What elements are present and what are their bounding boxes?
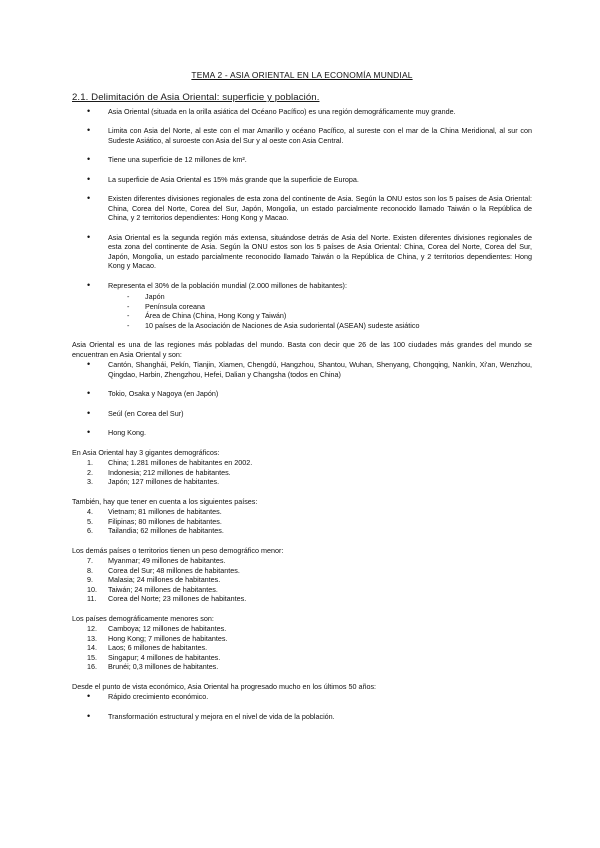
item-text: Laos; 6 millones de habitantes. [108,643,208,653]
list-item [87,624,532,634]
also-list [72,507,532,536]
item-number: 15. [87,652,97,662]
list-item: • Hong Kong. [108,428,532,438]
list-item: • La superficie de Asia Oriental es 15% más grande que la superficie de Europa. [108,175,532,185]
item-number: 5. [87,516,93,526]
cities-paragraph: Asia Oriental es una de las regiones más pobladas del mundo. Basta con decir que 26 de las 100 ciudades más grandes del mundo se encuentran en Asia Oriental y son: [72,340,532,359]
list-item [87,507,532,517]
list-item [87,633,532,644]
item-text: Malasia; 24 millones de habitantes. [108,575,221,585]
list-item: • Cantón, Shanghái, Pekín, Tianjin, Xiamen, Chengdú, Hangzhou, Shantou, Wuhan, Shenyang, Chongqing, Nankín, Xi'an, Wenzhou, Qingdao, Harbin, Zhengzhou, Hefei, Dalian y Changsha (todos en China) [108,360,532,379]
also-intro: También, hay que tener en cuenta a los siguientes países: [72,496,258,506]
item-text: Filipinas; 80 millones de habitantes. [108,516,222,526]
list-item [87,556,532,566]
smaller-list [72,624,532,672]
item-number: 4. [87,507,93,517]
item-number: 11. [87,594,97,604]
item-text: China; 1.281 millones de habitantes en 2002. [108,458,253,468]
list-item [87,565,532,576]
list-item [87,662,532,672]
item-number: 6. [87,526,93,536]
document-title: TEMA 2 - ASIA ORIENTAL EN LA ECONOMÍA MUNDIAL [191,70,413,80]
list-item: • Tiene una superficie de 12 millones de km². [108,155,532,165]
list-item [87,643,532,653]
sublist-item: - Área de China (China, Hong Kong y Taiwán) [145,311,532,321]
item-number: 2. [87,467,93,477]
sublist-item: - Japón [145,292,532,302]
item-number: 10. [87,584,97,594]
list-item [87,575,532,585]
list-item: • Transformación estructural y mejora en el nivel de vida de la población. [108,712,532,722]
cities-list [72,360,532,438]
list-item [87,594,532,604]
item-text: Hong Kong; 7 millones de habitantes. [108,633,228,643]
item-text: Taiwán; 24 millones de habitantes. [108,584,218,594]
smaller-intro: Los países demográficamente menores son: [72,613,214,623]
item-number: 1. [87,458,93,468]
list-item: • Tokio, Osaka y Nagoya (en Japón) [108,389,532,399]
others-intro: Los demás países o territorios tienen un peso demográfico menor: [72,545,284,555]
list-item-text: Representa el 30% de la población mundial (2.000 millones de habitantes): [108,280,347,290]
list-item: • Seúl (en Corea del Sur) [108,409,532,419]
list-item: • Asia Oriental (situada en la orilla asiática del Océano Pacífico) es una región demográficamente muy grande. [108,107,532,117]
sublist-item: - Península coreana [145,302,532,312]
list-item [87,477,532,487]
list-item [108,281,532,331]
intro-list [72,107,532,331]
section-heading: 2.1. Delimitación de Asia Oriental: superficie y población. [72,92,320,104]
item-text: Brunéi; 0,3 millones de habitantes. [108,662,219,672]
giants-list [72,458,532,487]
sublist-item: - 10 países de la Asociación de Naciones de Asia sudoriental (ASEAN) sudeste asiático [145,321,532,331]
list-item [87,652,532,663]
item-number: 8. [87,565,93,575]
list-item [87,467,532,478]
item-number: 3. [87,477,93,487]
item-text: Tailandia; 62 millones de habitantes. [108,526,224,536]
giants-intro: En Asia Oriental hay 3 gigantes demográficos: [72,447,220,457]
list-item [87,526,532,536]
item-number: 7. [87,556,93,566]
item-text: Myanmar; 49 millones de habitantes. [108,556,226,566]
others-list [72,556,532,604]
population-sublist [108,292,532,330]
item-number: 14. [87,643,97,653]
item-text: Corea del Norte; 23 millones de habitantes. [108,594,247,604]
item-number: 13. [87,633,97,643]
list-item [87,516,532,527]
list-item: • Rápido crecimiento económico. [108,692,532,702]
document-page [72,70,532,731]
item-number: 16. [87,662,97,672]
item-text: Japón; 127 millones de habitantes. [108,477,220,487]
list-item: • Existen diferentes divisiones regionales de esta zona del continente de Asia. Según la ONU estos son los 5 países de Asia Oriental: China, Corea del Norte, Corea del Sur, Japón, Mongolia, un estado parcialmente reconocido llamado Taiwán o la República de China, y 2 territorios dependientes: Hong Kong y Macao. [108,194,532,223]
list-item: • Asia Oriental es la segunda región más extensa, situándose detrás de Asia del Norte. Existen diferentes divisiones regionales de esta zona del continente de Asia. Según la ONU estos son los 5 países de Asia Oriental: China, Corea del Norte, Corea del Sur, Japón, Mongolia, un estado parcialmente reconocido llamado Taiwán o la República de China, y 2 territorios dependientes: Hong Kong y Macao. [108,233,532,271]
economy-intro: Desde el punto de vista económico, Asia Oriental ha progresado mucho en los últimos 50 años: [72,681,377,691]
item-text: Singapur; 4 millones de habitantes. [108,652,221,662]
item-text: Corea del Sur; 48 millones de habitantes. [108,565,240,575]
list-item [87,458,532,468]
item-number: 9. [87,575,93,585]
item-number: 12. [87,624,97,634]
list-item: • Limita con Asia del Norte, al este con el mar Amarillo y océano Pacífico, al sureste con el mar de la China Meridional, al sur con Sudeste Asiático, al suroeste con Asia del Sur y al oeste con Asia Central. [108,126,532,145]
item-text: Indonesia; 212 millones de habitantes. [108,467,231,477]
item-text: Vietnam; 81 millones de habitantes. [108,507,222,517]
item-text: Camboya; 12 millones de habitantes. [108,624,227,634]
list-item [87,584,532,595]
economy-list [72,692,532,721]
